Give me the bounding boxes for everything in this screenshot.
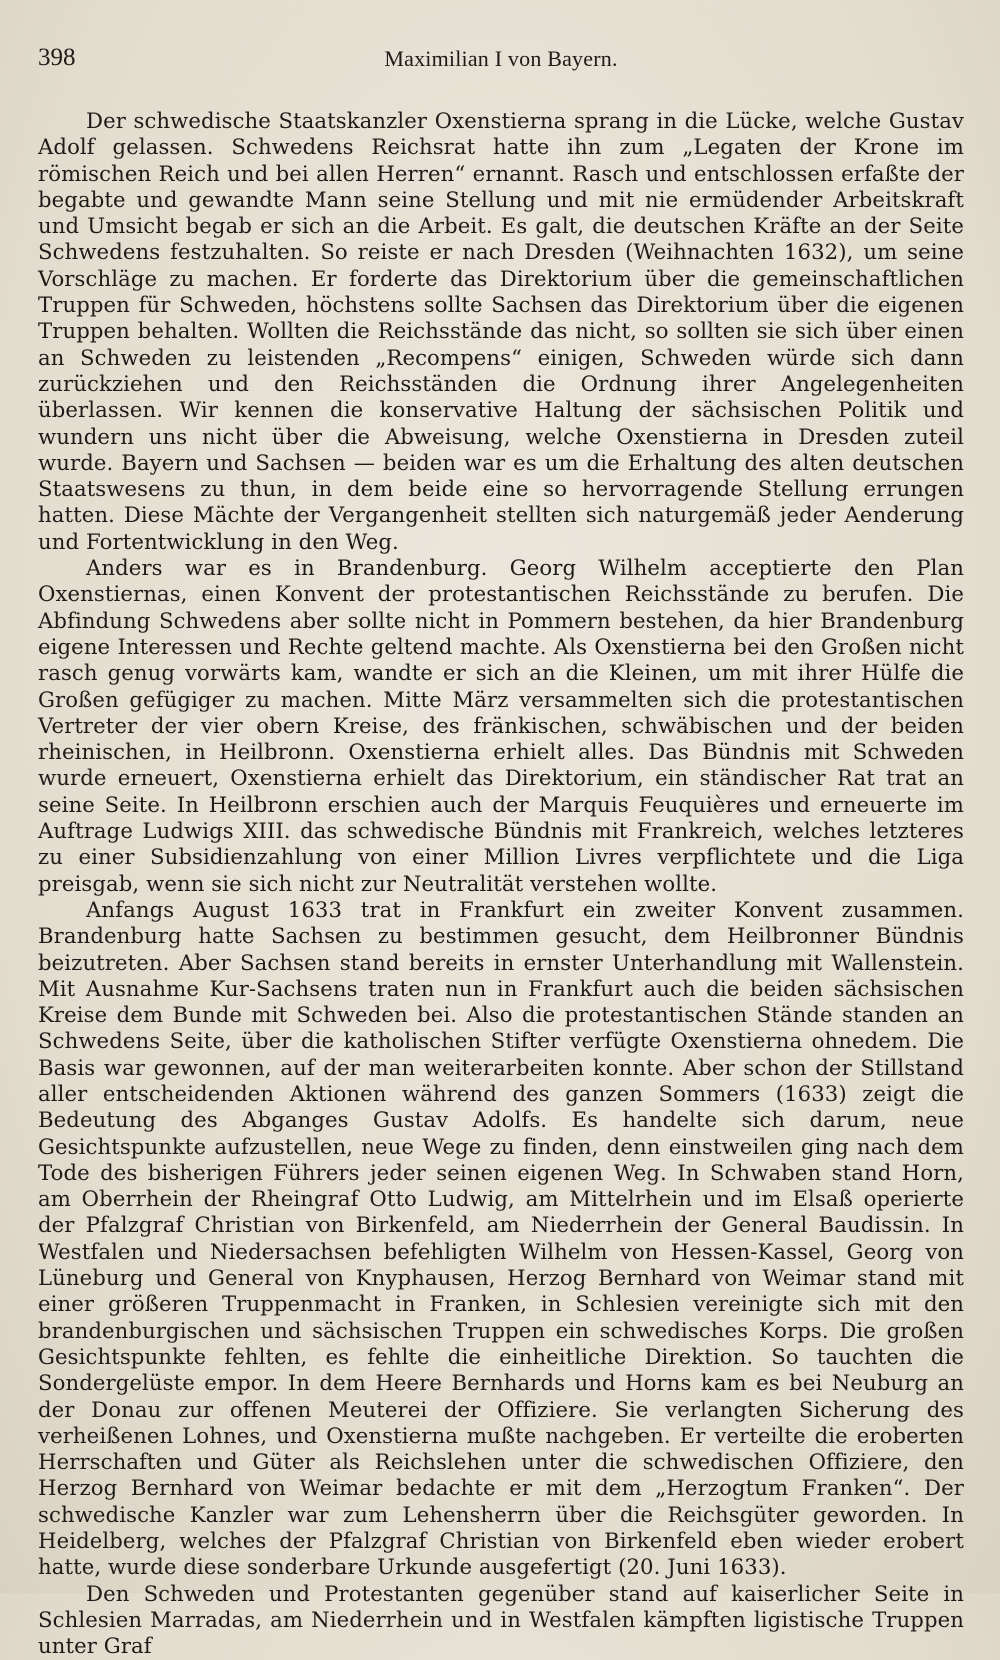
running-header (38, 44, 964, 80)
page-number: 398 (38, 44, 76, 71)
body-text (38, 108, 964, 1660)
paragraph-3: Anfangs August 1633 trat in Frankfurt ein zweiter Konvent zusammen. Brandenburg hatte Sachsen zu bestimmen gesucht, dem Heilbronner Bündnis beizutreten. Aber Sachsen stand bereits in ernster Unterhandlung mit Wallenstein. Mit Ausnahme Kur-Sachsens traten nun in Frankfurt auch die beiden sächsischen Kreise dem Bunde mit Schweden bei. Also die protestantischen Stände standen an Schwedens Seite, über die katholischen Stifter verfügte Oxenstierna ohnedem. Die Basis war gewonnen, auf der man weiterarbeiten konnte. Aber schon der Stillstand aller entscheidenden Aktionen während des ganzen Sommers (1633) zeigt die Bedeutung des Abganges Gustav Adolfs. Es handelte sich darum, neue Gesichtspunkte aufzustellen, neue Wege zu finden, denn einstweilen ging nach dem Tode des bisherigen Führers jeder seinen eigenen Weg. In Schwaben stand Horn, am Oberrhein der Rheingraf Otto Ludwig, am Mittelrhein und im Elsaß operierte der Pfalzgraf Christian von Birkenfeld, am Niederrhein der General Baudissin. In Westfalen und Niedersachsen befehligten Wilhelm von Hessen-Kassel, Georg von Lüneburg und General von Knyphausen, Herzog Bernhard von Weimar stand mit einer größeren Truppenmacht in Franken, in Schlesien vereinigte sich mit den brandenburgischen und sächsischen Truppen ein schwedisches Korps. Die großen Gesichtspunkte fehlten, es fehlte die einheitliche Direktion. So tauchten die Sondergelüste empor. In dem Heere Bernhards und Horns kam es bei Neuburg an der Donau zur offenen Meuterei der Offiziere. Sie verlangten Sicherung des verheißenen Lohnes, und Oxenstierna mußte nachgeben. Er verteilte die eroberten Herrschaften und Güter als Reichslehen unter die schwedischen Offiziere, den Herzog Bernhard von Weimar bedachte er mit dem „Herzogtum Franken“. Der schwedische Kanzler war zum Lehensherrn über die Reichsgüter geworden. In Heidelberg, welches der Pfalzgraf Christian von Birkenfeld eben wieder erobert hatte, wurde diese sonderbare Urkunde ausgefertigt (20. Juni 1633). (38, 896, 964, 1580)
paragraph-4: Den Schweden und Protestanten gegenüber stand auf kaiserlicher Seite in Schlesien Marradas, am Niederrhein und in Westfalen kämpften ligistische Truppen unter Graf (38, 1580, 964, 1659)
paragraph-1: Der schwedische Staatskanzler Oxenstierna sprang in die Lücke, welche Gustav Adolf gelassen. Schwedens Reichsrat hatte ihn zum „Legaten der Krone im römischen Reich und bei allen Herren“ ernannt. Rasch und entschlossen erfaßte der begabte und gewandte Mann seine Stellung und mit nie ermüdender Arbeitskraft und Umsicht begab er sich an die Arbeit. Es galt, die deutschen Kräfte an der Seite Schwedens festzuhalten. So reiste er nach Dresden (Weihnachten 1632), um seine Vorschläge zu machen. Er forderte das Direktorium über die gemeinschaftlichen Truppen für Schweden, höchstens sollte Sachsen das Direktorium über die eigenen Truppen behalten. Wollten die Reichsstände das nicht, so sollten sie sich über einen an Schweden zu leistenden „Recompens“ einigen, Schweden würde sich dann zurückziehen und den Reichsständen die Ordnung ihrer Angelegenheiten überlassen. Wir kennen die konservative Haltung der sächsischen Politik und wundern uns nicht über die Abweisung, welche Oxenstierna in Dresden zuteil wurde. Bayern und Sachsen — beiden war es um die Erhaltung des alten deutschen Staatswesens zu thun, in dem beide eine so hervorragende Stellung errungen hatten. Diese Mächte der Vergangenheit stellten sich naturgemäß jeder Aenderung und Fortentwicklung in den Weg. (38, 108, 964, 554)
paragraph-2: Anders war es in Brandenburg. Georg Wilhelm acceptierte den Plan Oxenstiernas, einen Konvent der protestantischen Reichsstände zu berufen. Die Abfindung Schwedens aber sollte nicht in Pommern bestehen, da hier Brandenburg eigene Interessen und Rechte geltend machte. Als Oxenstierna bei den Großen nicht rasch genug vorwärts kam, wandte er sich an die Kleinen, um mit ihrer Hülfe die Großen gefügiger zu machen. Mitte März versammelten sich die protestantischen Vertreter der vier obern Kreise, des fränkischen, schwäbischen und der beiden rheinischen, in Heilbronn. Oxenstierna erhielt alles. Das Bündnis mit Schweden wurde erneuert, Oxenstierna erhielt das Direktorium, ein ständischer Rat trat an seine Seite. In Heilbronn erschien auch der Marquis Feuquières und erneuerte im Auftrage Ludwigs XIII. das schwedische Bündnis mit Frankreich, welches letzteres zu einer Subsidienzahlung von einer Million Livres verpflichtete und die Liga preisgab, wenn sie sich nicht zur Neutralität verstehen wollte. (38, 555, 964, 896)
running-title: Maximilian I von Bayern. (384, 46, 618, 71)
